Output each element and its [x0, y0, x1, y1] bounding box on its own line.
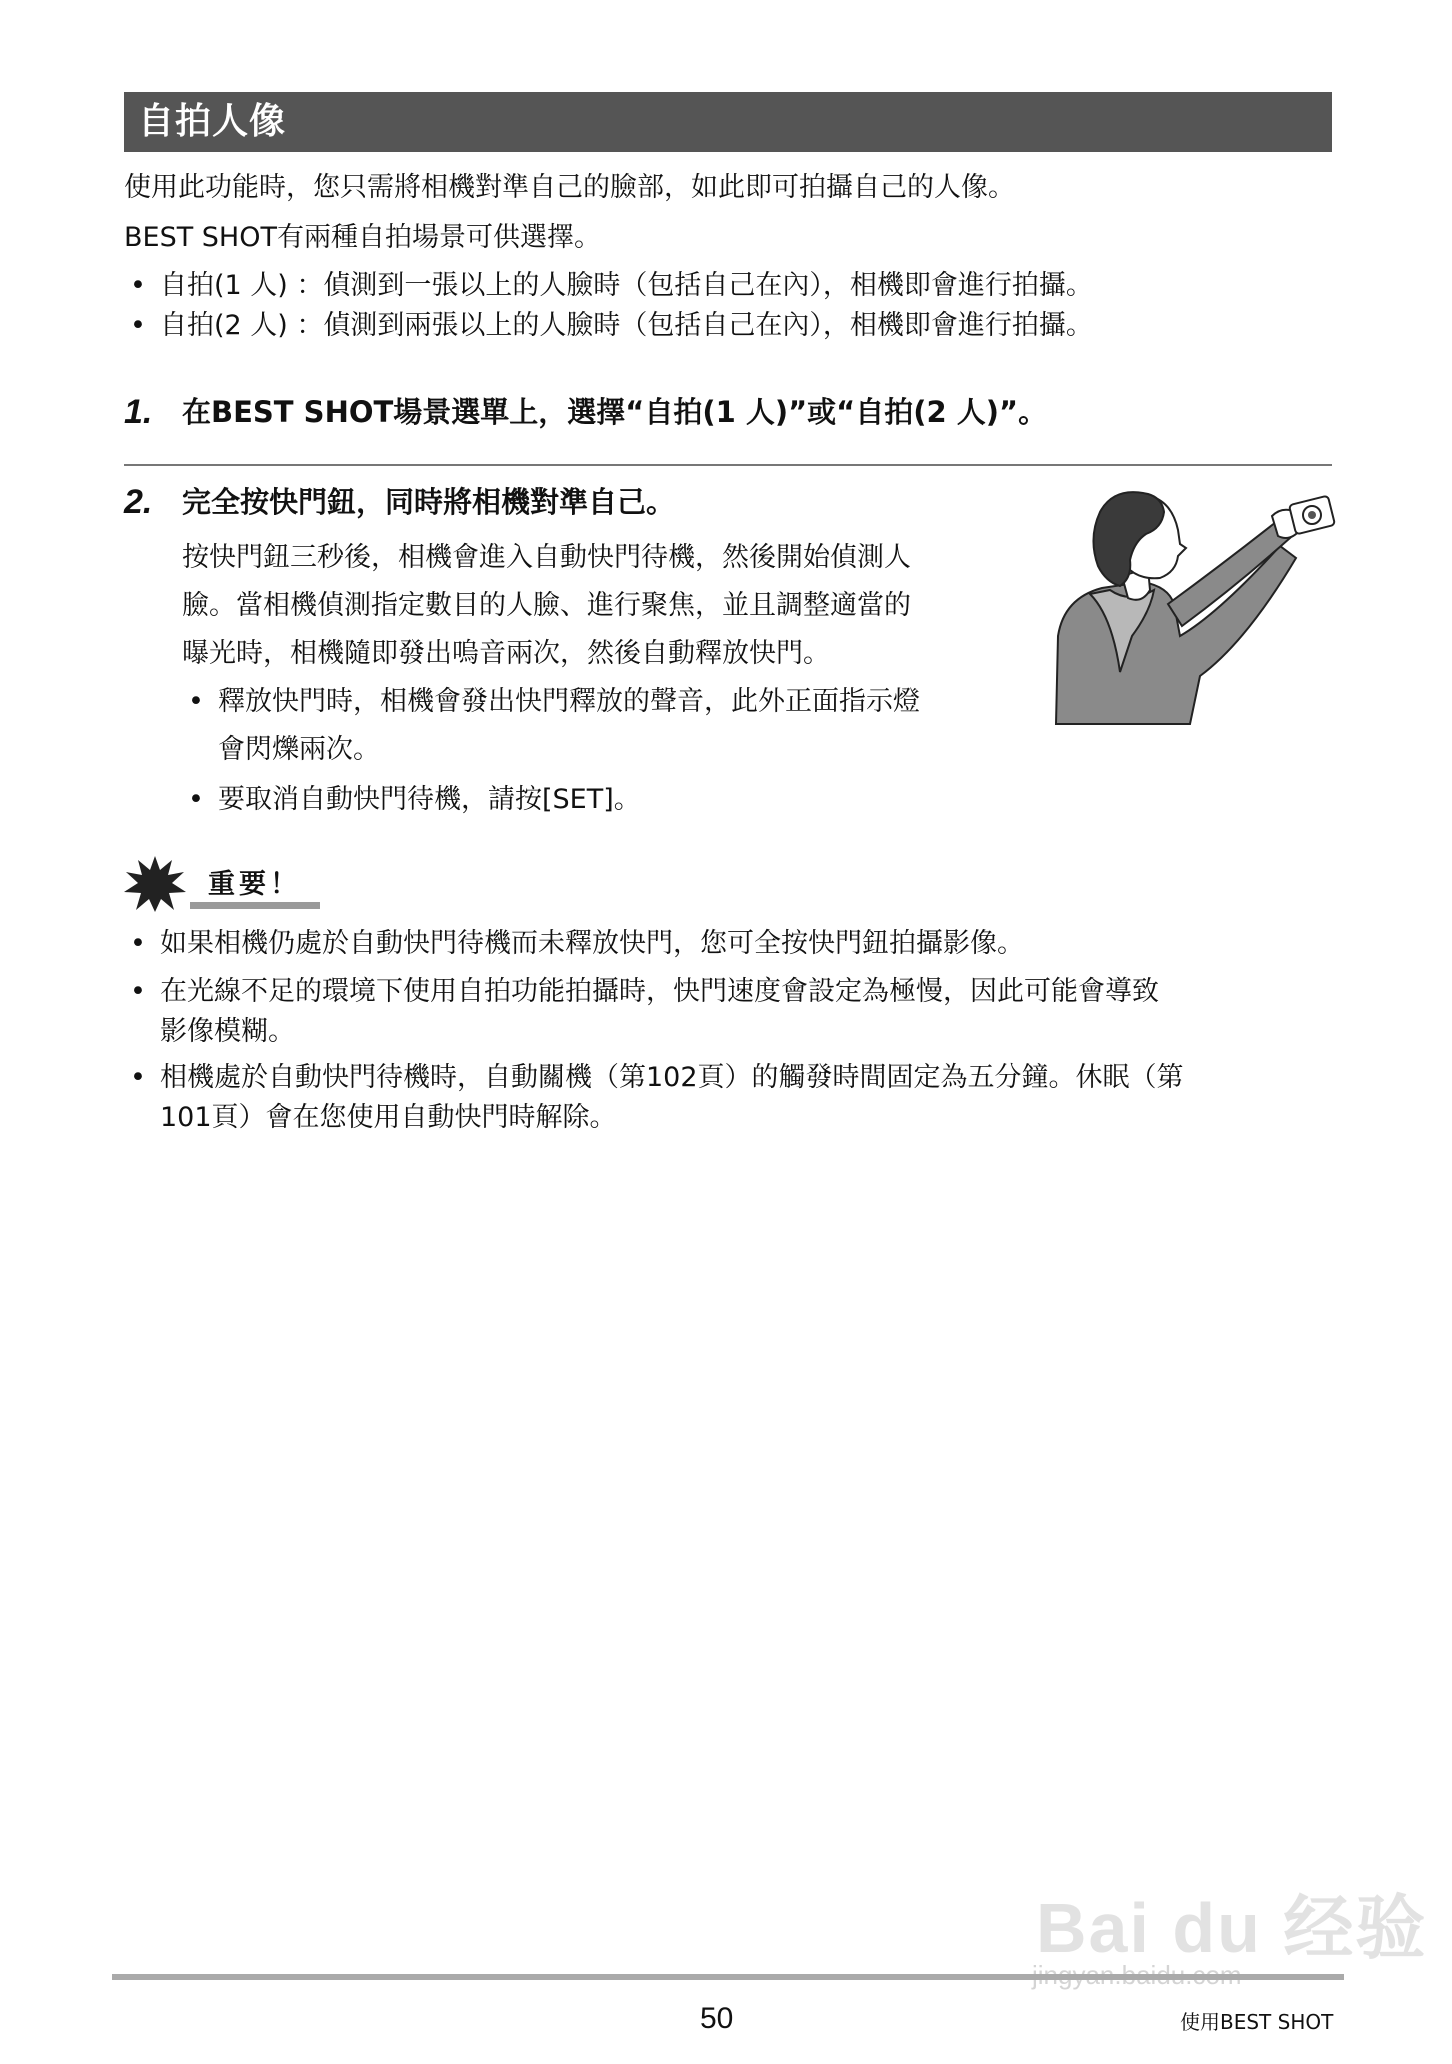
intro-line-2: BEST SHOT有兩種自拍場景可供選擇。 [124, 222, 601, 253]
important-bullet-3-line-1: 相機處於自動快門待機時，自動關機（第102頁）的觸發時間固定為五分鐘。休眠（第 [160, 1062, 1184, 1093]
bullet-glyph: • [130, 270, 146, 301]
step-1-number: 1. [124, 393, 153, 431]
important-bullet-2-line-2: 影像模糊。 [160, 1016, 295, 1047]
step-2-text: 完全按快門鈕，同時將相機對準自己。 [182, 485, 676, 519]
step-2-body-line-1: 按快門鈕三秒後，相機會進入自動快門待機，然後開始偵測人 [182, 542, 911, 573]
important-bullet-2-line-1: 在光線不足的環境下使用自拍功能拍攝時，快門速度會設定為極慢，因此可能會導致 [160, 976, 1159, 1007]
bullet-glyph: • [188, 686, 204, 717]
step-2-bullet-1-line-2: 會閃爍兩次。 [218, 734, 380, 765]
mode-item-1: 自拍(1 人) ：偵測到一張以上的人臉時（包括自己在內），相機即會進行拍攝。 [160, 270, 1093, 301]
important-burst-icon [124, 856, 186, 912]
section-title: 自拍人像 [138, 101, 287, 142]
important-bullet-3-line-2: 101頁）會在您使用自動快門時解除。 [160, 1102, 617, 1133]
selfie-illustration [1050, 486, 1340, 726]
step-2-body-line-2: 臉。當相機偵測指定數目的人臉、進行聚焦，並且調整適當的 [182, 590, 911, 621]
bullet-glyph: • [130, 310, 146, 341]
step-2-bullet-2: 要取消自動快門待機，請按[SET]。 [218, 784, 641, 815]
mode-item-2: 自拍(2 人) ：偵測到兩張以上的人臉時（包括自己在內），相機即會進行拍攝。 [160, 310, 1093, 341]
step-1-text: 在BEST SHOT場景選單上，選擇“自拍(1 人)”或“自拍(2 人)”。 [182, 395, 1048, 429]
bullet-glyph: • [130, 1062, 146, 1093]
step-2-body-line-3: 曝光時，相機隨即發出嗚音兩次，然後自動釋放快門。 [182, 638, 830, 669]
important-underline [190, 902, 320, 909]
page-number: 50 [700, 2002, 734, 2035]
important-bullet-1: 如果相機仍處於自動快門待機而未釋放快門，您可全按快門鈕拍攝影像。 [160, 928, 1024, 959]
bullet-glyph: • [188, 784, 204, 815]
chapter-label: 使用BEST SHOT [1180, 2010, 1334, 2034]
bullet-glyph: • [130, 928, 146, 959]
step-2-bullet-1-line-1: 釋放快門時，相機會發出快門釋放的聲音，此外正面指示燈 [218, 686, 920, 717]
footer-rule [112, 1974, 1344, 1980]
step-2-number: 2. [124, 483, 153, 521]
important-heading: 重要！ [208, 869, 301, 900]
section-header-bar [124, 92, 1332, 152]
bullet-glyph: • [130, 976, 146, 1007]
watermark-logo: Bai du 经验 [1036, 1889, 1428, 1967]
intro-line-1: 使用此功能時，您只需將相機對準自己的臉部，如此即可拍攝自己的人像。 [124, 172, 1015, 203]
step-divider [124, 464, 1332, 466]
